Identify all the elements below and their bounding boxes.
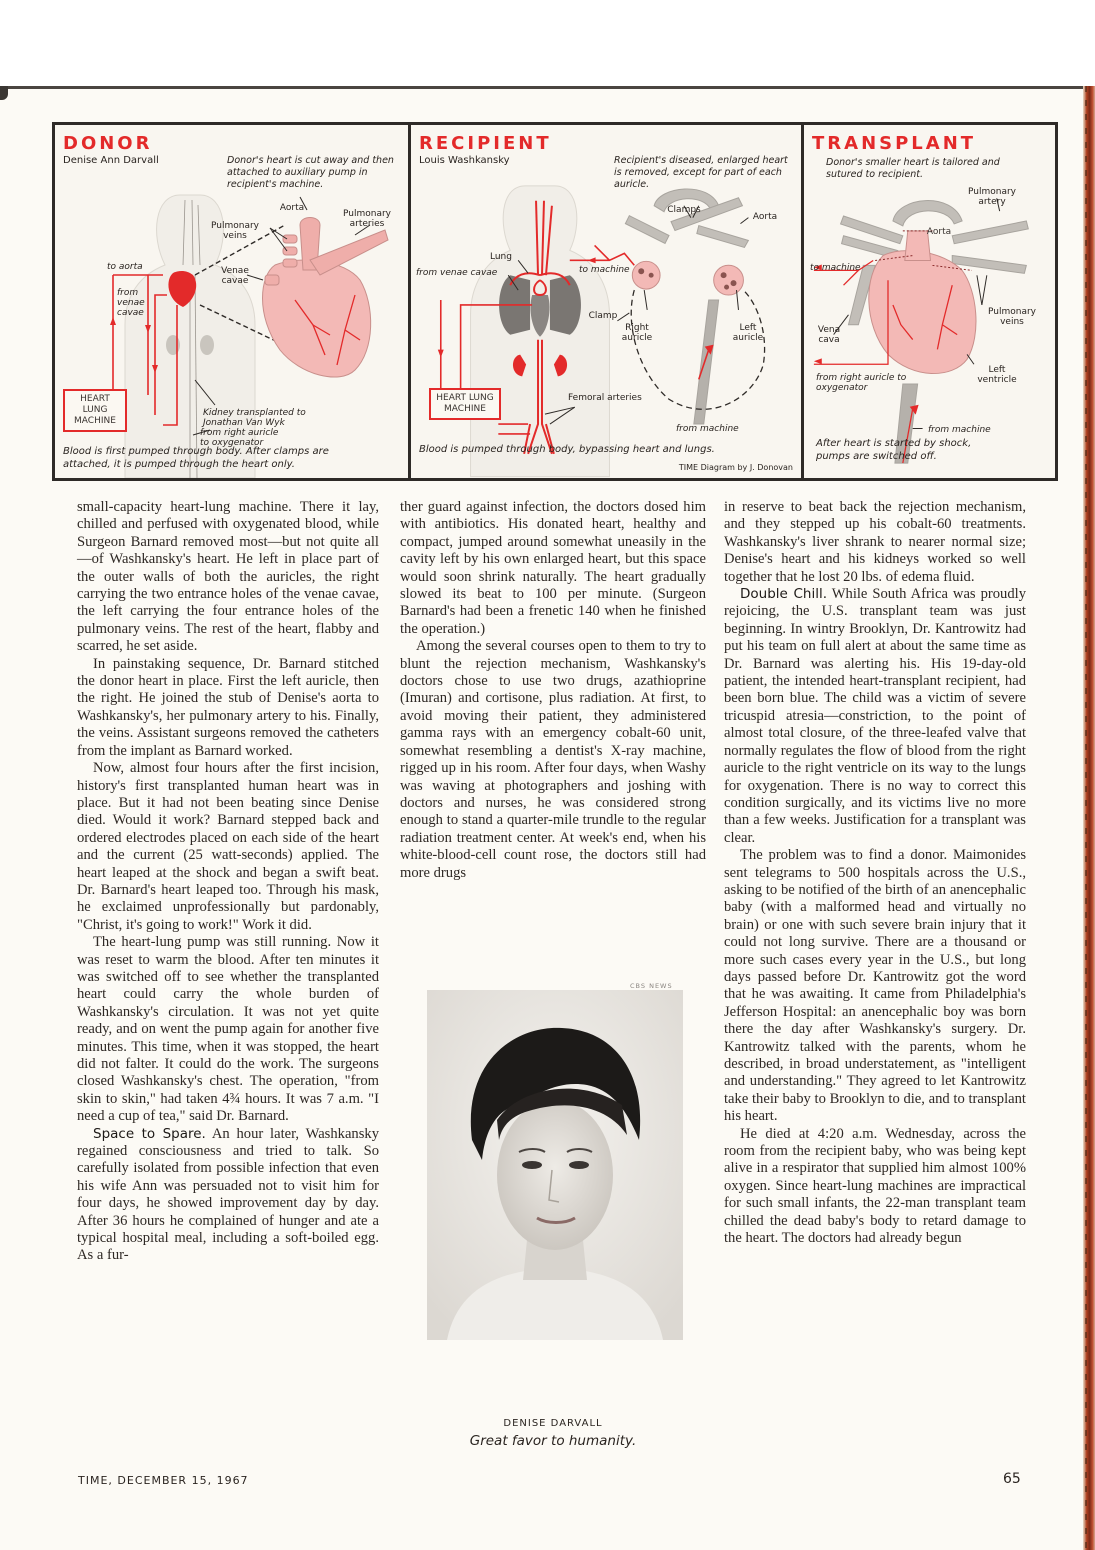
recipient-name: Louis Washkansky — [419, 155, 510, 166]
label-from-right-auricle: from right auricle to oxygenator — [816, 373, 907, 393]
folio-line: TIME, DECEMBER 15, 1967 — [78, 1474, 249, 1487]
diagram-credit: TIME Diagram by J. Donovan — [678, 463, 793, 472]
label-from-venae-cavae: from venae cavae — [416, 268, 498, 278]
paragraph-text: ther guard against infection, the doctors dosed him with antibiotics. His donated heart, healthy and compact, jumped around somewhat uneasily in the cavity left by his own enlarged heart, but this space would soon shrink naturally. The heart gradually slowed its beat to 100 per minute. (Surgeon Barnard's had been a frenetic 140 when he finished the operation.) — [400, 499, 706, 637]
recipient-panel — [408, 125, 801, 478]
article-paragraph — [724, 586, 1026, 847]
heart-transplant-diagram — [52, 122, 1058, 481]
label-aorta: Aorta — [752, 212, 778, 222]
paragraph-text: Among the several courses open to them to try to blunt the rejection mechanism, Washkansky's doctors chose to use two drugs, azathioprine (Imuran) and cortisone, plus radiation. At first, to avoid moving their patient, they administered gamma rays with an emergency cobalt-60 unit, somewhat resembling a dentist's X-ray machine, rigged up in his room. After four days, when Washy was waving at photographers and joshing with doctors and nurses, he was considered strong enough to stand a quarter-mile trundle to the regular radiation treatment center. At week's end, when his white-blood-cell count rose, the doctors still had more drugs — [400, 638, 706, 881]
paragraph-text: Now, almost four hours after the first incision, history's first transplanted human heart was in place. But it had not been beating since Denise died. Would it work? Barnard stepped back and ordered electrodes placed on each side of the heart and the current (25 watt-seconds) applied. The heart leaped at the shock and began a swift beat. Dr. Barnard's heart leaped too. Through his mask, he exclaimed unprofessionally but pardonably, "Christ, it's going to work!" Work it did. — [77, 760, 379, 933]
label-vena-cava: Vena cava — [817, 325, 841, 345]
label-clamp: Clamp — [588, 311, 618, 321]
label-right-auricle: Right auricle — [621, 323, 653, 343]
article-column-3 — [724, 499, 1026, 1247]
paragraph-text: in reserve to beat back the rejection mechanism, and they stepped up his cobalt-60 treatments. Washkansky's liver shrank to nearer normal size; Denise's heart and his kidneys worked so well together that he lost 20 lbs. of edema fluid. — [724, 499, 1026, 585]
article-paragraph — [724, 1126, 1026, 1248]
label-left-ventricle: Left ventricle — [977, 365, 1017, 385]
page-number: 65 — [1003, 1471, 1021, 1487]
label-venae-cavae: Venae cavae — [221, 266, 249, 286]
label-pulmonary-veins: Pulmonary veins — [988, 307, 1036, 327]
recipient-title: RECIPIENT — [419, 133, 552, 154]
label-to-machine: to machine — [579, 265, 630, 275]
recipient-heart-lung-machine: HEART LUNG MACHINE — [429, 388, 501, 420]
article-paragraph — [77, 760, 379, 934]
recipient-caption: Blood is pumped through body, bypassing heart and lungs. — [419, 444, 715, 455]
transplant-caption: After heart is started by shock, pumps are switched off. — [816, 438, 972, 462]
label-pulmonary-arteries: Pulmonary arteries — [343, 209, 391, 229]
label-aorta: Aorta — [279, 203, 305, 213]
article-paragraph — [400, 638, 706, 882]
label-from-machine: from machine — [928, 425, 991, 435]
section-subhead: Double Chill. — [740, 586, 828, 603]
label-kidney: Kidney transplanted to Jonathan Van Wyk — [203, 408, 306, 428]
article-paragraph — [77, 656, 379, 760]
label-from-machine: from machine — [676, 424, 739, 434]
article-paragraph — [724, 847, 1026, 1126]
article-paragraph — [77, 1126, 379, 1265]
section-subhead: Space to Spare. — [93, 1125, 206, 1142]
label-from-venae-cavae: from venae cavae — [117, 288, 145, 318]
paragraph-text: The heart-lung pump was still running. Now it was reset to warm the blood. After ten minutes it was switched off to see whether the transplanted heart could carry the whole burden of Washkansky's circulation. It was not yet quite ready, and on went the pump again for another five minutes. This time, when it was stopped, the heart did not falter. It could do the work. The surgeons closed Washkansky's chest. The operation, "from skin to skin," had taken 4¾ hours. It was 7 a.m. "I need a cup of tea," said Dr. Barnard. — [77, 934, 379, 1125]
article-paragraph — [400, 499, 706, 638]
paragraph-text: small-capacity heart-lung machine. There it lay, chilled and perfused with oxygenated blood, while Surgeon Barnard removed most—but not quite all—of Washkansky's heart. He left in place part of the outer walls of both the auricles, the right carrying the two entrance holes of the venae cavae, the left carrying the four entrance holes of the pulmonary veins. The rest of the heart, flabby and scarred, he set aside. — [77, 499, 379, 655]
photo-subject-name: DENISE DARVALL — [503, 1418, 603, 1429]
donor-panel — [55, 125, 408, 478]
paragraph-text: An hour later, Washkansky regained consciousness and tried to talk. So carefully isolated from possible infection that even his wife Ann was persuaded not to visit him for four days, he showed improvement day by day. After 36 hours he complained of hunger and ate a typical hospital meal, including a soft-boiled egg. As a fur- — [77, 1125, 379, 1264]
article-paragraph — [77, 934, 379, 1125]
article-paragraph — [724, 499, 1026, 586]
label-to-machine: to machine — [810, 263, 861, 273]
adjacent-page-edge — [1083, 86, 1095, 1550]
label-left-auricle: Left auricle — [732, 323, 764, 343]
portrait-photo — [427, 990, 683, 1340]
label-to-aorta: to aorta — [107, 262, 143, 272]
paragraph-text: While South Africa was proudly rejoicing, the U.S. transplant team was just beginning. In wintry Brooklyn, Dr. Kantrowitz had put his team on full alert at about the same time as Dr. Barnard was alerting his. His 19-day-old patient, the intended heart-transplant recipient, had been born blue. The child was a victim of severe tricuspid atresia—constriction, to the point of almost total closure, of the three-leafed valve that normally regulates the flow of blood from the right auricle to the right ventricle on its way to the lungs for oxygenation. There is no way to correct this condition surgically, and its victims live no more than a few weeks. Justification for a transplant was clear. — [724, 586, 1027, 846]
portrait-image — [427, 990, 683, 1340]
article-paragraph — [77, 499, 379, 656]
donor-heart-lung-machine: HEART LUNG MACHINE — [63, 389, 127, 432]
transplant-panel — [801, 125, 1055, 478]
donor-caption: Blood is first pumped through body. After clamps are attached, it is pumped through the heart only. — [63, 446, 329, 470]
label-lung: Lung — [490, 252, 512, 262]
donor-name: Denise Ann Darvall — [63, 155, 159, 166]
recipient-note: Recipient's diseased, enlarged heart is removed, except for part of each auricle. — [614, 155, 788, 190]
photo-credit: CBS NEWS — [630, 982, 673, 990]
paragraph-text: The problem was to find a donor. Maimonides sent telegrams to 500 hospitals across the U.S., asking to be notified of the birth of an anencephalic baby (with a malformed head and virtually no brain) or one with such severe brain injury that it could not long survive. There are a thousand or more such cases every year in the U.S., but long days passed before Dr. Kantrowitz got the word that he was awaiting. It came from Philadelphia's Jefferson Hospital: an anencephalic boy was born there the day after Washkansky's surgery. Dr. Kantrowitz talked with the parents, whom he described, in broad understatement, as "intelligent and understanding." They agreed to let Kantrowitz take their baby to Brooklyn to die, and to transplant his heart. — [724, 847, 1026, 1125]
photo-caption: Great favor to humanity. — [469, 1433, 637, 1449]
paragraph-text: In painstaking sequence, Dr. Barnard stitched the donor heart in place. First the left auricle, then the right. He joined the stub of Denise's aorta to Washkansky's, her pulmonary artery to his. Finally, the veins. Assistant surgeons removed the catheters from the implant as Barnard worked. — [77, 655, 379, 759]
transplant-title: TRANSPLANT — [812, 133, 977, 154]
donor-note: Donor's heart is cut away and then attached to auxiliary pump in recipient's machine. — [227, 155, 394, 190]
paragraph-text: He died at 4:20 a.m. Wednesday, across the room from the recipient baby, who was being kept alive in a respirator that supplied him almost 100% oxygen. Since heart-lung machines are impractical for such small infants, the 22-man transplant team chilled the dead baby's body to retard damage to the heart. The doctors had already begun — [724, 1125, 1026, 1247]
article-column-2 — [400, 499, 706, 882]
article-column-1 — [77, 499, 379, 1265]
label-pulmonary-veins: Pulmonary veins — [211, 221, 259, 241]
label-femoral-arteries: Femoral arteries — [568, 393, 642, 403]
transplant-note: Donor's smaller heart is tailored and sutured to recipient. — [826, 157, 1000, 180]
donor-title: DONOR — [63, 133, 153, 154]
label-aorta: Aorta — [926, 227, 952, 237]
label-pulmonary-artery: Pulmonary artery — [968, 187, 1016, 207]
label-clamps: Clamps — [667, 205, 701, 215]
label-from-right-auricle: from right auricle to oxygenator — [200, 428, 279, 448]
